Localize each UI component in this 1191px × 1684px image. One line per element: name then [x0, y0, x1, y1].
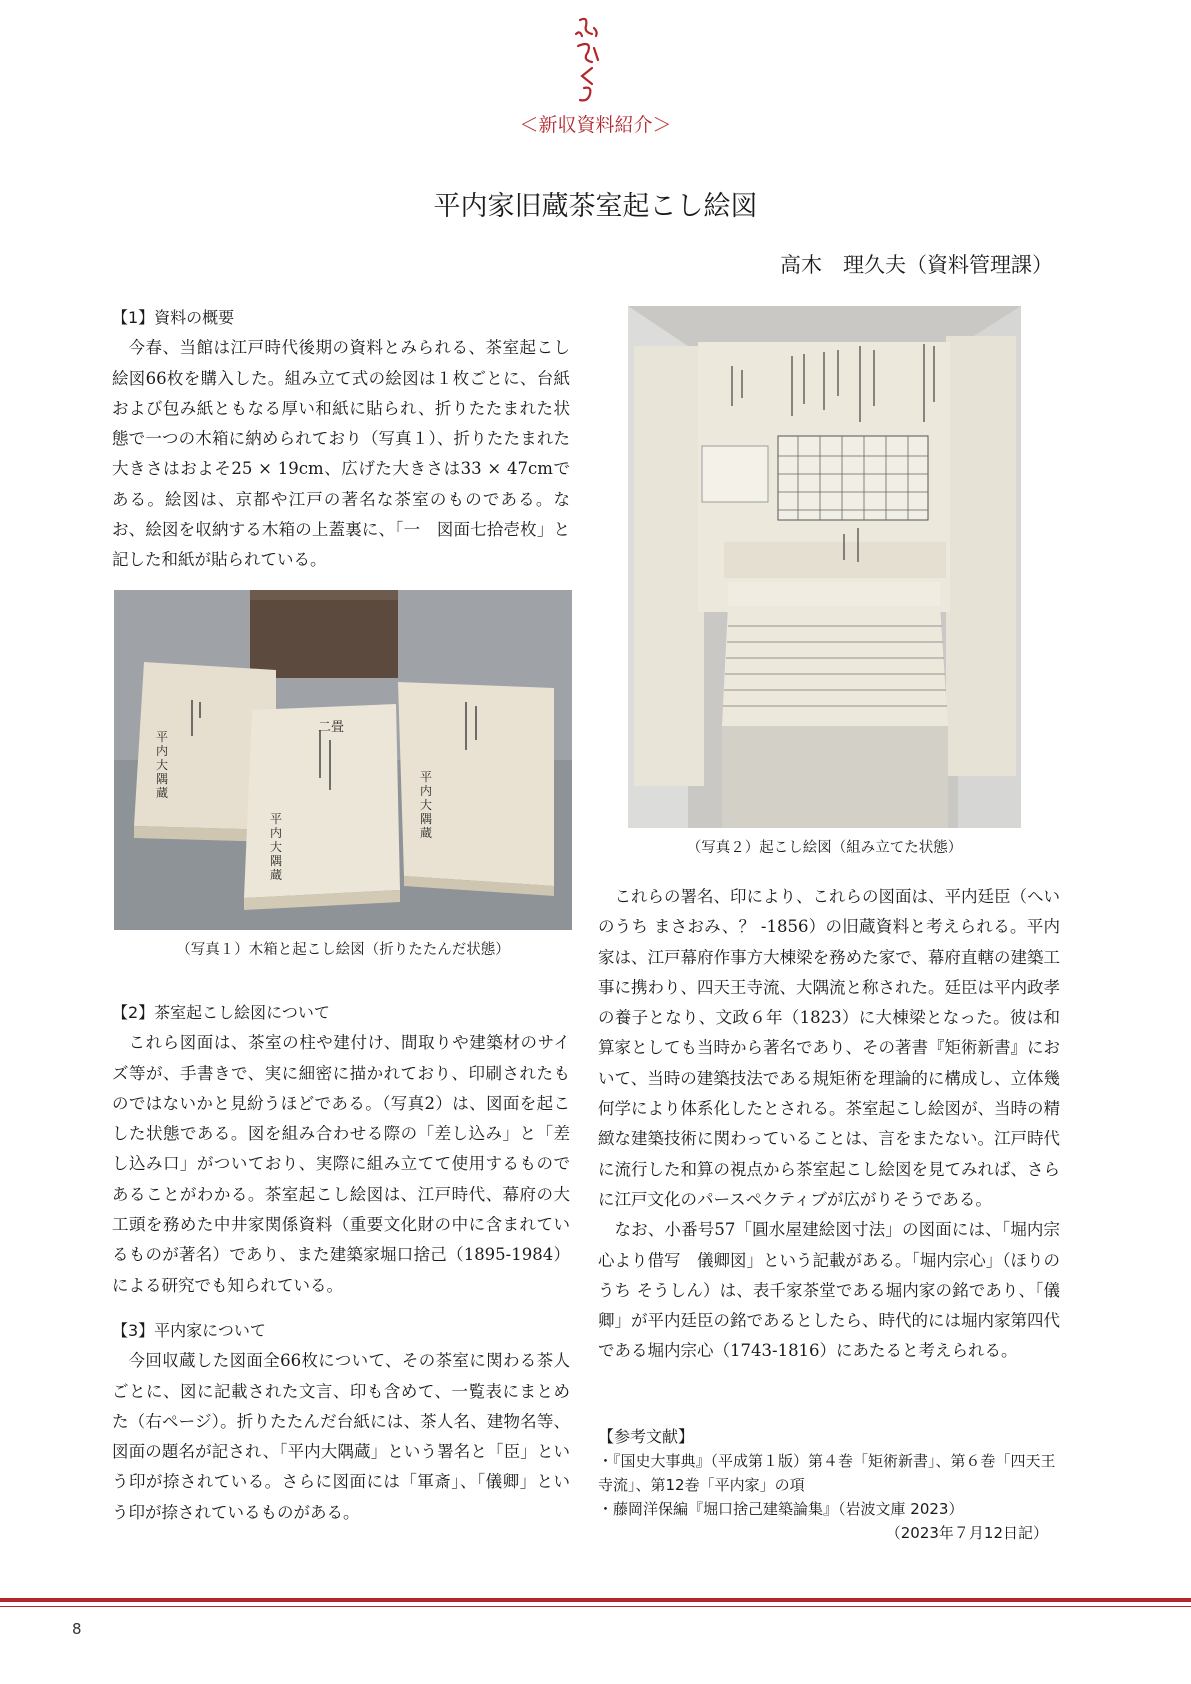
section-1 — [112, 303, 570, 576]
photo-2-image — [628, 306, 1021, 828]
section-3-paragraph: 今回収蔵した図面全66枚について、その茶室に関わる茶人ごとに、図に記載された文言、印も含めて、一覧表にまとめた（右ページ）。折りたたんだ台紙には、茶人名、建物名等、図面の題名が記され、「平内大隅蔵」という署名と「臣」という印が捺されている。さらに図面には「軍斎」、「儀卿」という印が捺されているものがある。 — [112, 1351, 570, 1522]
footer-rule-thin — [0, 1606, 1191, 1607]
photo-2-caption: （写真２）起こし絵図（組み立てた状態） — [686, 840, 963, 856]
photo-2 — [628, 306, 1021, 828]
reference-item: ・藤岡洋保編『堀口捨己建築論集』（岩波文庫 2023） — [598, 1500, 964, 1518]
references-heading: 【参考文献】 — [598, 1427, 695, 1446]
article-title: 平内家旧蔵茶室起こし絵図 — [433, 191, 758, 222]
author-line: 高木 理久夫（資料管理課） — [780, 253, 1053, 277]
footer-rule — [0, 1598, 1191, 1602]
photo-1-title-mark: 二畳 — [318, 720, 345, 735]
section-4-paragraph-1: これらの署名、印により、これらの図面は、平内廷臣（へいのうち まさおみ、？ -1856）の旧蔵資料と考えられる。平内家は、江戸幕府作事方大棟梁を務めた家で、幕府直轄の建築工事に携わり、四天王寺流、大隅流と称された。廷臣は平内政孝の養子となり、文政６年（1823）に大棟梁となった。彼は和算家としても当時から著名であり、その著書『矩術新書』において、当時の建築技法である規矩術を理論的に構成し、立体幾何学により体系化したとされる。茶室起こし絵図が、当時の精緻な建築技術に関わっていることは、言をまたない。江戸時代に流行した和算の視点から茶室起こし絵図を見てみれば、さらに江戸文化のパースペクティブが広がりそうである。 — [598, 887, 1060, 1209]
section-4-paragraph-2: なお、小番号57「圓水屋建絵図寸法」の図面には、「堀内宗心より借写 儀卿図」という記載がある。「堀内宗心」（ほりのうち そうしん）は、表千家茶堂である堀内家の銘であり、「儀卿」が平内廷臣の銘であるとしたら、時代的には堀内家第四代である堀内宗心（1743-1816）にあたると考えられる。 — [598, 1220, 1060, 1361]
photo-1-image — [114, 590, 572, 930]
reference-date: （2023年７月12日記） — [885, 1524, 1048, 1542]
references — [598, 1425, 1060, 1545]
section-2 — [112, 998, 570, 1301]
series-label: ＜新収資料紹介＞ — [519, 114, 672, 136]
photo-1 — [114, 590, 572, 930]
photo-1-stamp-c: 平内大隅蔵 — [420, 770, 433, 840]
section-1-paragraph: 今春、当館は江戸時代後期の資料とみられる、茶室起こし絵図66枚を購入した。組み立て式の絵図は１枚ごとに、台紙および包み紙ともなる厚い和紙に貼られ、折りたたまれた状態で一つの木箱に納められており（写真１）、折りたたまれた大きさはおよそ25 × 19cm、広げた大きさは33 × 47cmである。絵図は、京都や江戸の著名な茶室のものである。なお、絵図を収納する木箱の上蓋裏に、「一 図面七拾壱枚」と記した和紙が貼られている。 — [112, 338, 570, 570]
photo-1-caption: （写真１）木箱と起こし絵図（折りたたんだ状態） — [176, 942, 510, 958]
section-1-heading: 【1】資料の概要 — [112, 308, 235, 327]
photo-1-stamp-b: 平内大隅蔵 — [270, 812, 283, 882]
section-3 — [112, 1316, 570, 1528]
photo-1-stamp-a: 平内大隅蔵 — [156, 730, 169, 800]
page-number: 8 — [72, 1620, 82, 1638]
fumikura-logo — [558, 12, 618, 104]
section-2-heading: 【2】茶室起こし絵図について — [112, 1003, 330, 1022]
section-2-paragraph: これら図面は、茶室の柱や建付け、間取りや建築材のサイズ等が、手書きで、実に細密に描かれており、印刷されたものではないかと見紛うほどである。（写真2）は、図面を起こした状態である。図を組み合わせる際の「差し込み」と「差し込み口」がついており、実際に組み立てて使用するものであることがわかる。茶室起こし絵図は、江戸時代、幕府の大工頭を務めた中井家関係資料（重要文化財の中に含まれているものが著名）であり、また建築家堀口捨己（1895-1984）による研究でも知られている。 — [112, 1033, 571, 1295]
section-4 — [598, 882, 1060, 1367]
reference-item: ・『国史大事典』（平成第１版）第４巻「矩術新書」、第６巻「四天王寺流」、第12巻「平内家」の項 — [598, 1452, 1056, 1494]
section-3-heading: 【3】平内家について — [112, 1321, 266, 1340]
